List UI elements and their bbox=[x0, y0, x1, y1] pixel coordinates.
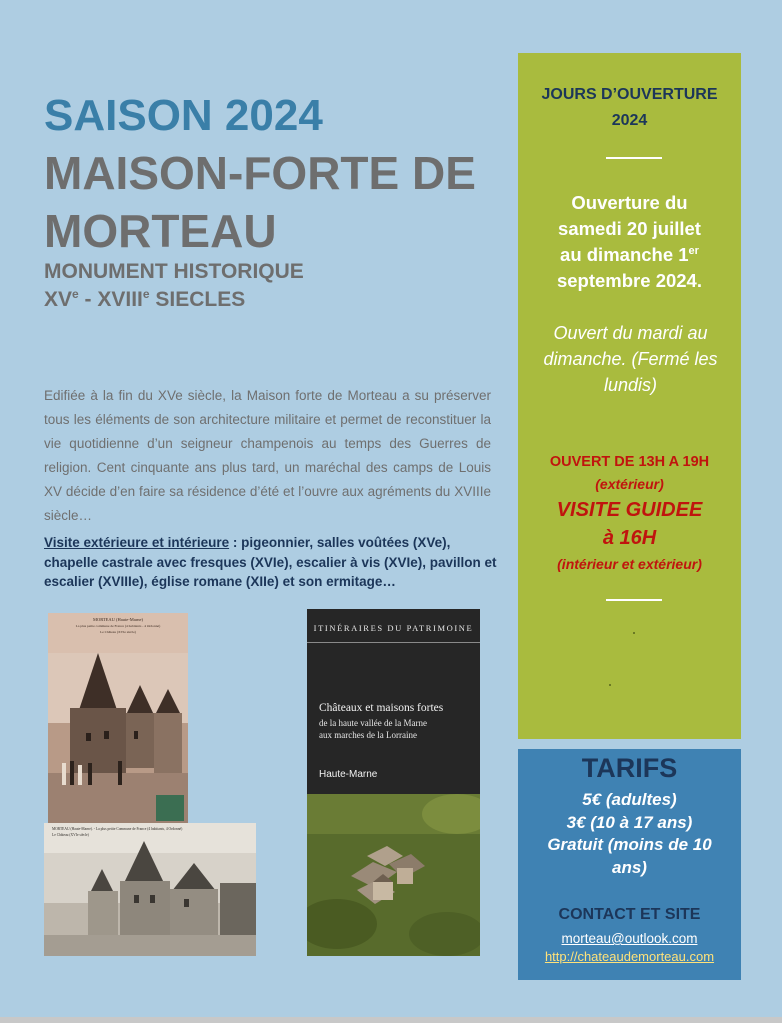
book-subtitle-2: aux marches de la Lorraine bbox=[319, 730, 417, 740]
decorative-dot bbox=[609, 684, 611, 686]
postcard-top-caption-1: MORTEAU (Haute-Marne) bbox=[92, 617, 144, 622]
book-region: Haute-Marne bbox=[319, 769, 378, 780]
book-series-rule bbox=[307, 642, 480, 643]
price-youth: 3€ (10 à 17 ans) bbox=[566, 812, 693, 832]
intro-paragraph: Edifiée à la fin du XVe siècle, la Maison forte de Morteau a su préserver tous les éléments de son architecture militaire et permet de reconstituer la vie quotidienne d’un seigneur champenois au temps des Guerres de religion. Cent cinquante ans plus tard, un maréchal des camps de Louis XV décide d’en faire sa résidence d’été et l’ouvre aux agréments du XVIIIe siècle… bbox=[44, 388, 491, 523]
opening-divider-top bbox=[606, 157, 662, 159]
visit-details: : pigeonnier, salles voûtées (XVe), chapelle castrale avec fresques (XVIe), escalier à vis (XVIe), pavillon et escalier (XVIIIe), église romane (XIIe) et son ermitage… bbox=[44, 535, 497, 589]
price-free: Gratuit (moins de 10 ans) bbox=[547, 835, 712, 877]
centuries-subtitle: XVe - XVIIIe SIECLES bbox=[44, 287, 246, 311]
postcard-bottom-caption-1: MORTEAU (Haute-Marne). - La plus petite Commune de France (4 habitants, 4 Ordonné) bbox=[52, 827, 183, 831]
decorative-dot bbox=[633, 632, 635, 634]
opening-heading: JOURS D’OUVERTURE 2024 bbox=[541, 86, 718, 129]
guided-tour-time: à 16H bbox=[602, 527, 657, 549]
opening-hours-note: (extérieur) bbox=[595, 476, 664, 492]
book-subtitle-1: de la haute vallée de la Marne bbox=[319, 718, 427, 728]
price-adult: 5€ (adultes) bbox=[582, 790, 677, 809]
tarifs-prices bbox=[518, 789, 741, 879]
postcard-top-caption-3: Le Château (XVIe siècle) bbox=[100, 630, 136, 634]
visit-title: Visite extérieure et intérieure bbox=[44, 535, 230, 550]
monument-subtitle: MONUMENT HISTORIQUE bbox=[44, 260, 304, 283]
tarifs-title: TARIFS bbox=[581, 753, 678, 783]
guided-tour-label: VISITE GUIDEE bbox=[556, 499, 703, 521]
opening-hours: OUVERT DE 13H A 19H bbox=[549, 454, 710, 470]
email-link[interactable]: morteau@outlook.com bbox=[561, 931, 698, 946]
contact-title: CONTACT ET SITE bbox=[558, 906, 701, 923]
postcard-top-caption-2: La plus petite commune de France (4 habitants - 4 Ordonné) bbox=[75, 624, 161, 628]
page-title: MAISON-FORTE DE MORTEAU bbox=[44, 147, 476, 257]
book-cover bbox=[307, 609, 480, 956]
page-bottom-edge bbox=[0, 1017, 782, 1023]
book-series: ITINÉRAIRES DU PATRIMOINE bbox=[313, 623, 474, 633]
season-title: SAISON 2024 bbox=[44, 91, 323, 140]
opening-divider-bottom bbox=[606, 599, 662, 601]
postcard-image-top bbox=[48, 613, 188, 825]
book-title: Châteaux et maisons fortes bbox=[319, 702, 444, 714]
visit-description bbox=[44, 533, 504, 592]
postcard-image-bottom bbox=[44, 823, 256, 956]
opening-days: Ouvert du mardi au dimanche. (Fermé les lundis) bbox=[543, 323, 718, 395]
opening-dates: Ouverture du samedi 20 juillet au dimanche 1er septembre 2024. bbox=[556, 192, 702, 291]
book-aerial-photo bbox=[307, 794, 480, 956]
website-link[interactable]: http://chateaudemorteau.com bbox=[544, 949, 715, 964]
postcard-bottom-caption-2: Le Château (XVIe siècle) bbox=[52, 833, 89, 837]
guided-tour-note: (intérieur et extérieur) bbox=[557, 556, 702, 572]
